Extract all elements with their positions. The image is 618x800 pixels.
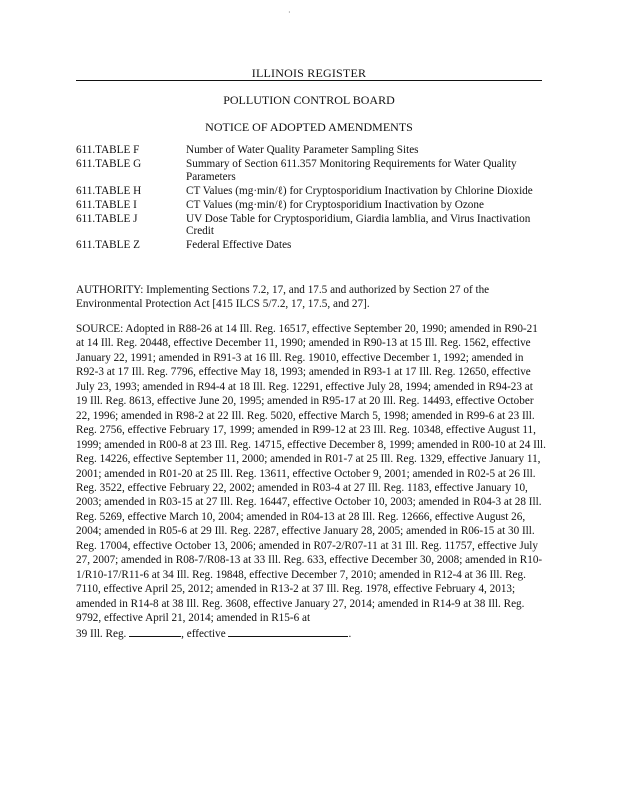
authority-paragraph: AUTHORITY: Implementing Sections 7.2, 17, and 17.5 and authorized by Section 27 of the Environmental Protection Act [415 ILCS 5/7.2, 17, 17.5, and 27]. — [76, 284, 490, 310]
effective-date-blank — [228, 626, 348, 637]
table-description: CT Values (mg·min/ℓ) for Cryptosporidium Inactivation by Chlorine Dioxide — [186, 184, 533, 197]
source-text: SOURCE: Adopted in R88-26 at 14 Ill. Reg. 16517, effective September 20, 1990; amended in R90-21 at 14 Ill. Reg. 20448, effective December 11, 1990; amended in R90-13 at 15 Ill. Reg. 1562, effective January 22, 1991; amended in R91-3 at 16 Ill. Reg. 19010, effective December 1, 1992; amended in R92-3 at 17 Ill. Reg. 7796, effective May 18, 1993; amended in R93-1 at 17 Ill. Reg. 12650, effective July 23, 1993; amended in R94-4 at 18 Ill. Reg. 12291, effective July 28, 1994; amended in R94-23 at 19 Ill. Reg. 8613, effective June 20, 1995; amended in R95-17 at 20 Ill. Reg. 14493, effective October 22, 1996; amended in R98-2 at 22 Ill. Reg. 5020, effective March 5, 1998; amended in R99-6 at 23 Ill. Reg. 2756, effective February 17, 1999; amended in R99-12 at 23 Ill. Reg. 10348, effective August 11, 1999; amended in R00-8 at 23 Ill. Reg. 14715, effective December 8, 1999; amended in R00-10 at 24 Ill. Reg. 14226, effective September 11, 2000; amended in R01-7 at 25 Ill. Reg. 1329, effective January 11, 2001; amended in R01-20 at 25 Ill. Reg. 13611, effective October 9, 2001; amended in R02-5 at 26 Ill. Reg. 3522, effective February 22, 2002; amended in R03-4 at 27 Ill. Reg. 1183, effective January 10, 2003; amended in R03-15 at 27 Ill. Reg. 16447, effective October 10, 2003; amended in R04-3 at 28 Ill. Reg. 5269, effective March 10, 2004; amended in R04-13 at 28 Ill. Reg. 12666, effective August 26, 2004; amended in R05-6 at 29 Ill. Reg. 2287, effective January 28, 2005; amended in R06-15 at 30 Ill. Reg. 17004, effective October 13, 2006; amended in R07-2/R07-11 at 31 Ill. Reg. 11757, effective July 27, 2007; amended in R08-7/R08-13 at 33 Ill. Reg. 633, effective December 30, 2008; amended in R10-1/R10-17/R11-6 at 34 Ill. Reg. 19848, effective December 7, 2010; amended in R12-4 at 36 Ill. Reg. 7110, effective April 25, 2012; amended in R13-2 at 37 Ill. Reg. 1978, effective February 4, 2013; amended in R14-8 at 38 Ill. Reg. 3608, effective January 27, 2014; amended in R14-9 at 38 Ill. Reg. 9792, effective April 21, 2014; amended in R15-6 at — [76, 323, 546, 625]
header-rule — [76, 80, 542, 81]
table-description: Summary of Section 611.357 Monitoring Requirements for Water Quality Parameters — [186, 158, 517, 183]
source-paragraph — [76, 322, 546, 641]
page-number-blank — [129, 626, 181, 637]
table-row — [76, 158, 546, 183]
table-label: 611.TABLE H — [76, 184, 142, 197]
table-list — [76, 144, 546, 253]
page-dot: · — [288, 8, 291, 17]
register-title: ILLINOIS REGISTER — [251, 66, 367, 80]
source-last-comma: , effective — [181, 627, 226, 640]
board-title: POLLUTION CONTROL BOARD — [223, 93, 395, 107]
table-row — [76, 239, 546, 252]
notice-title: NOTICE OF ADOPTED AMENDMENTS — [205, 120, 413, 134]
table-description: CT Values (mg·min/ℓ) for Cryptosporidium Inactivation by Ozone — [186, 198, 484, 211]
table-label: 611.TABLE I — [76, 198, 137, 211]
source-last-line — [76, 628, 351, 640]
table-row — [76, 144, 546, 157]
source-last-prefix: 39 Ill. Reg. — [76, 627, 127, 640]
table-description: Federal Effective Dates — [186, 239, 292, 251]
table-description: UV Dose Table for Cryptosporidium, Giardia lamblia, and Virus Inactivation Credit — [186, 212, 531, 237]
table-label: 611.TABLE G — [76, 158, 142, 170]
table-description: Number of Water Quality Parameter Sampling Sites — [186, 144, 419, 156]
table-label: 611.TABLE J — [76, 212, 138, 225]
table-row — [76, 185, 546, 198]
table-row — [76, 199, 546, 212]
table-label: 611.TABLE F — [76, 144, 140, 156]
source-last-period: . — [348, 627, 352, 640]
table-label: 611.TABLE Z — [76, 239, 140, 251]
table-row — [76, 213, 546, 238]
